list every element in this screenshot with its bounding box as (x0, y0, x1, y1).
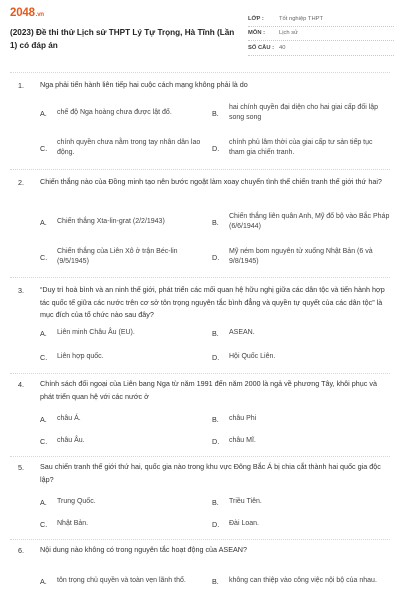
option-text: tôn trọng chủ quyền và toàn vẹn lãnh thổ. (57, 576, 186, 584)
option-text: Chiến thắng Xta-lin-grat (2/2/1943) (57, 217, 165, 225)
logo-text: 2048 (10, 7, 35, 19)
option-text: Trung Quốc. (57, 497, 96, 505)
meta-table (248, 12, 394, 56)
option-text: Mỹ ném bom nguyên tử xuống Nhật Bản (6 và 9/8/1945) (229, 247, 373, 265)
option-letter: A. (40, 217, 47, 227)
option-letter: D. (212, 352, 220, 362)
meta-row-subject (248, 27, 394, 42)
question-number: 6. (18, 546, 24, 555)
question-text: Chính sách đối ngoại của Liên bang Nga từ năm 1991 đến năm 2000 là ngả về phương Tây, khôi phục và phát triển quan hệ với các nước ở (40, 379, 377, 401)
question-text: Chiến thắng nào của Đồng minh tạo nên bước ngoặt làm xoay chuyển tình thế chiến tranh thế giới thứ hai? (40, 177, 382, 186)
option-letter: C. (40, 436, 48, 446)
option-letter: D. (212, 519, 220, 529)
option-a[interactable] (40, 412, 210, 426)
option-letter: C. (40, 352, 48, 362)
divider (10, 72, 390, 73)
option-a[interactable] (40, 495, 210, 509)
option-text: Hội Quốc Liên. (229, 352, 276, 360)
question-text: “Duy trì hoà bình và an ninh thế giới, phát triển các mối quan hệ hữu nghị giữa các dân tộc và tiến hành hợp tác quốc tế giữa các nước trên cơ sở tôn trọng nguyên tắc bình đẳng và quyền tự quyết của các dân tộc” là mục đích của tổ chức nào sau đây? (40, 285, 385, 319)
option-letter: B. (212, 576, 219, 586)
meta-key: LỚP : (248, 15, 264, 22)
option-text: Triều Tiên. (229, 497, 262, 505)
option-letter: A. (40, 497, 47, 507)
option-c[interactable] (40, 350, 210, 364)
option-b[interactable] (212, 495, 390, 509)
meta-row-class (248, 12, 394, 27)
option-c[interactable] (40, 517, 210, 531)
divider (10, 456, 390, 457)
option-a[interactable] (40, 211, 210, 233)
option-b[interactable] (212, 570, 390, 592)
option-d[interactable] (212, 434, 390, 448)
question-text: Nội dung nào không có trong nguyên tắc hoạt động của ASEAN? (40, 545, 247, 554)
header (0, 0, 400, 62)
option-text: Chiến thắng của Liên Xô ở trận Béc-lin (9/5/1945) (57, 247, 178, 265)
option-text: châu Âu. (57, 436, 85, 444)
meta-key: MÔN : (248, 30, 266, 37)
option-letter: A. (40, 576, 47, 586)
option-text: Nhật Bản. (57, 519, 89, 527)
option-letter: B. (212, 328, 219, 338)
option-a[interactable] (40, 102, 210, 124)
divider (10, 373, 390, 374)
option-c[interactable] (40, 246, 210, 268)
site-logo[interactable] (10, 7, 44, 19)
option-text: Đài Loan. (229, 519, 259, 527)
option-letter: B. (212, 108, 219, 118)
option-letter: D. (212, 252, 220, 262)
logo-suffix: .vn (35, 12, 44, 18)
option-a[interactable] (40, 326, 210, 340)
option-b[interactable] (212, 102, 390, 124)
option-d[interactable] (212, 137, 390, 159)
option-text: Chiến thắng liên quân Anh, Mỹ đổ bộ vào Bắc Pháp (6/6/1944) (229, 212, 390, 230)
option-letter: A. (40, 414, 47, 424)
option-d[interactable] (212, 350, 390, 364)
option-text: không can thiệp vào công việc nội bộ của nhau. (229, 576, 377, 584)
question-number: 5. (18, 463, 24, 472)
option-letter: D. (212, 143, 220, 153)
option-a[interactable] (40, 570, 210, 592)
option-letter: A. (40, 328, 47, 338)
option-letter: A. (40, 108, 47, 118)
question-text: Nga phải tiến hành liên tiếp hai cuộc cách mạng không phải là do (40, 80, 248, 89)
option-text: Liên minh Châu Âu (EU). (57, 328, 135, 336)
option-d[interactable] (212, 517, 390, 531)
question-number: 2. (18, 178, 24, 187)
option-c[interactable] (40, 434, 210, 448)
option-text: Liên hợp quốc. (57, 352, 104, 360)
option-letter: B. (212, 217, 219, 227)
option-letter: D. (212, 436, 220, 446)
option-letter: C. (40, 252, 48, 262)
divider (10, 539, 390, 540)
option-d[interactable] (212, 246, 390, 268)
meta-value: 40 (279, 44, 286, 51)
option-text: châu Mĩ. (229, 436, 256, 444)
option-letter: B. (212, 497, 219, 507)
meta-key: SỐ CÂU : (248, 44, 275, 51)
option-b[interactable] (212, 412, 390, 426)
question-number: 4. (18, 380, 24, 389)
divider (10, 169, 390, 170)
option-letter: C. (40, 519, 48, 529)
option-letter: B. (212, 414, 219, 424)
meta-row-count (248, 41, 394, 56)
question-text: Sau chiến tranh thế giới thứ hai, quốc gia nào trong khu vực Đông Bắc Á bị chia cắt thành hai quốc gia độc lập? (40, 462, 381, 484)
meta-value: Tốt nghiệp THPT (279, 15, 324, 22)
option-text: ASEAN. (229, 328, 255, 336)
question-number: 3. (18, 286, 24, 295)
option-text: châu Á. (57, 414, 81, 422)
meta-value: Lịch sử (279, 30, 299, 37)
option-text: chính phủ lâm thời của giai cấp tư sản tiếp tục tham gia chiến tranh. (229, 138, 373, 156)
option-text: chính quyền chưa nằm trong tay nhân dân lao động. (57, 138, 201, 156)
option-text: chế độ Nga hoàng chưa được lật đổ. (57, 108, 172, 116)
option-text: hai chính quyền đại diện cho hai giai cấp đối lập song song (229, 103, 379, 121)
page-title: (2023) Đề thi thử Lịch sử THPT Lý Tự Trọng, Hà Tĩnh (Lần 1) có đáp án (10, 28, 235, 50)
divider (10, 277, 390, 278)
option-letter: C. (40, 143, 48, 153)
question-number: 1. (18, 81, 24, 90)
option-text: châu Phi (229, 414, 257, 422)
option-b[interactable] (212, 326, 390, 340)
option-c[interactable] (40, 137, 210, 159)
option-b[interactable] (212, 211, 390, 233)
